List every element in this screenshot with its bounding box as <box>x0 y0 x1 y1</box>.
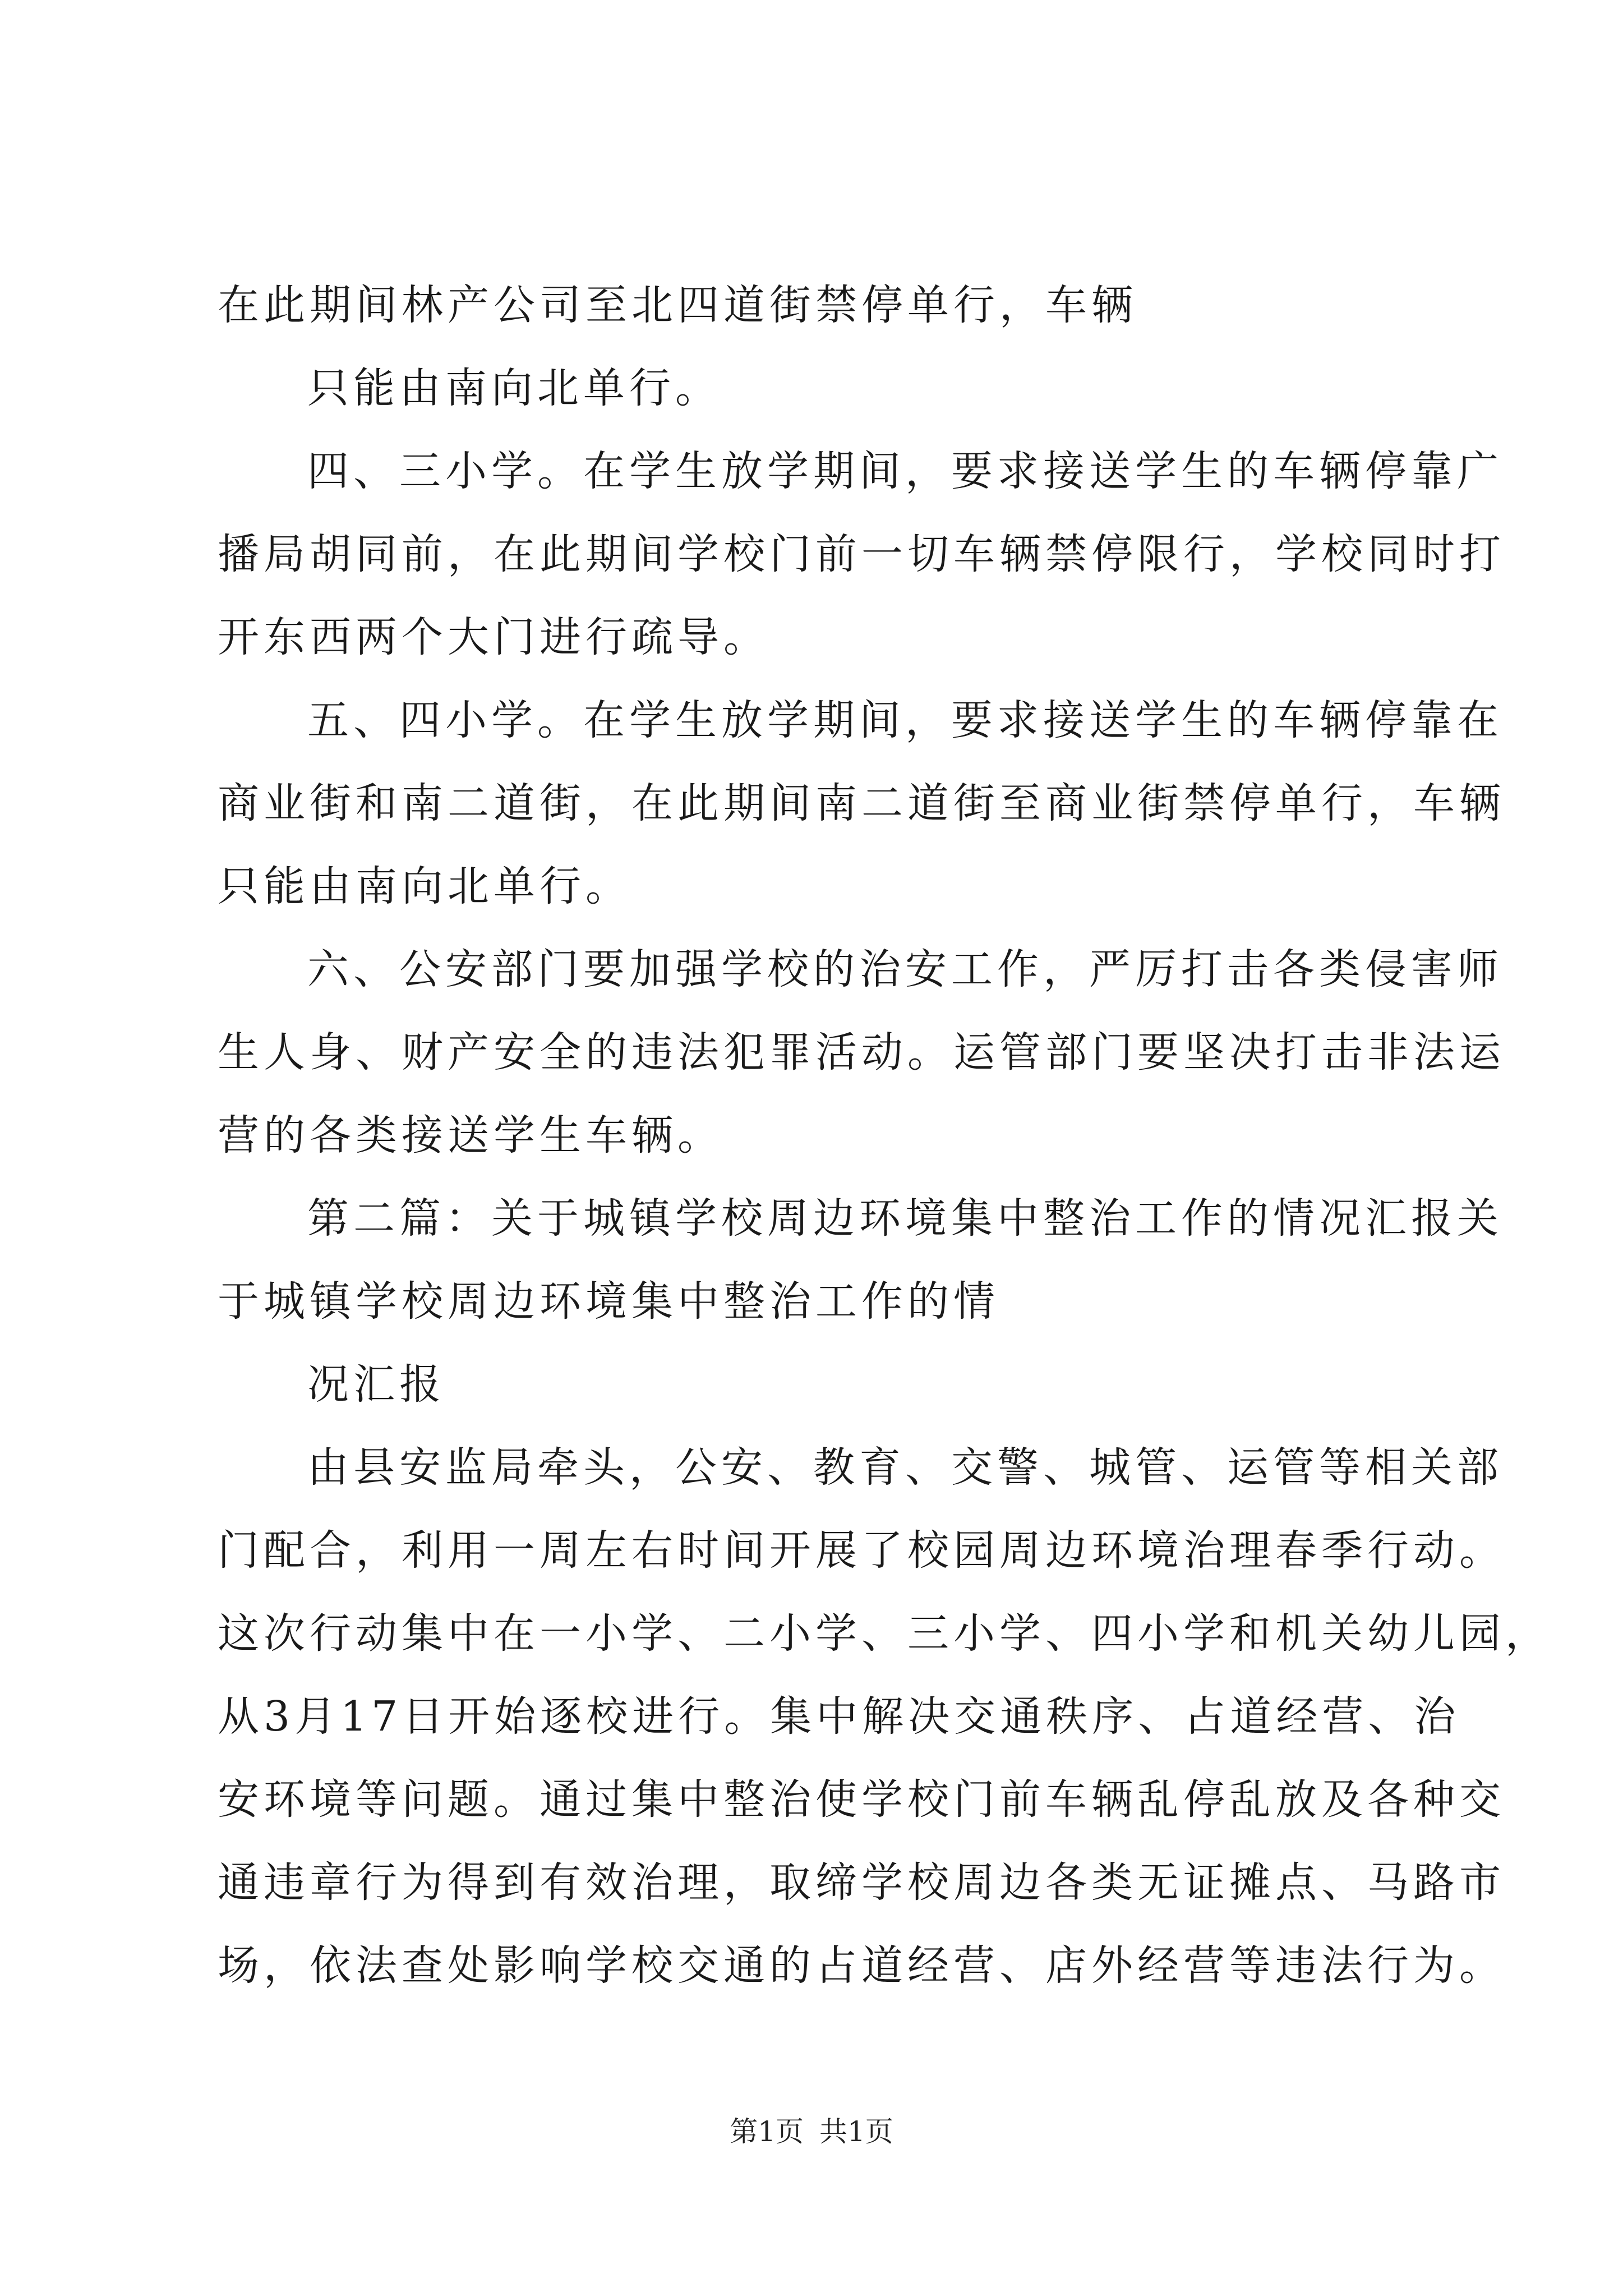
section-heading-continued: 于城镇学校周边环境集中整治工作的情 <box>218 1277 999 1326</box>
text-line: 安环境等问题。通过集中整治使学校门前车辆乱停乱放及各种交 <box>218 1775 1505 1824</box>
paragraph-start: 四、三小学。在学生放学期间，要求接送学生的车辆停靠广 <box>307 447 1503 495</box>
section-heading-continued: 况汇报 <box>307 1360 445 1409</box>
text-line: 通违章行为得到有效治理，取缔学校周边各类无证摊点、马路市 <box>218 1858 1505 1907</box>
text-line: 开东西两个大门进行疏导。 <box>218 613 769 661</box>
paragraph-start: 五、四小学。在学生放学期间，要求接送学生的车辆停靠在 <box>307 696 1503 744</box>
text-line: 生人身、财产安全的违法犯罪活动。运管部门要坚决打击非法运 <box>218 1028 1505 1076</box>
text-line: 只能由南向北单行。 <box>218 862 631 910</box>
text-line: 商业街和南二道街，在此期间南二道街至商业街禁停单行，车辆 <box>218 779 1505 827</box>
text-line: 在此期间林产公司至北四道街禁停单行，车辆 <box>218 281 1137 329</box>
text-line: 从3月17日开始逐校进行。集中解决交通秩序、占道经营、治 <box>218 1692 1460 1741</box>
document-body <box>218 264 1551 2007</box>
text-line: 营的各类接送学生车辆。 <box>218 1111 723 1159</box>
text-line: 播局胡同前，在此期间学校门前一切车辆禁停限行，学校同时打 <box>218 530 1505 578</box>
page-total: 共1页 <box>819 2115 893 2148</box>
section-heading: 第二篇：关于城镇学校周边环境集中整治工作的情况汇报关 <box>307 1194 1503 1243</box>
page-number: 第1页 <box>730 2115 804 2148</box>
page-footer <box>0 2109 1623 2150</box>
text-line: 这次行动集中在一小学、二小学、三小学、四小学和机关幼儿园， <box>218 1609 1551 1658</box>
text-line: 场，依法查处影响学校交通的占道经营、店外经营等违法行为。 <box>218 1941 1505 1990</box>
paragraph-start: 六、公安部门要加强学校的治安工作，严厉打击各类侵害师 <box>307 945 1503 993</box>
text-line: 门配合，利用一周左右时间开展了校园周边环境治理春季行动。 <box>218 1526 1505 1575</box>
paragraph-start: 由县安监局牵头，公安、教育、交警、城管、运管等相关部 <box>307 1443 1503 1492</box>
text-line: 只能由南向北单行。 <box>307 364 721 412</box>
